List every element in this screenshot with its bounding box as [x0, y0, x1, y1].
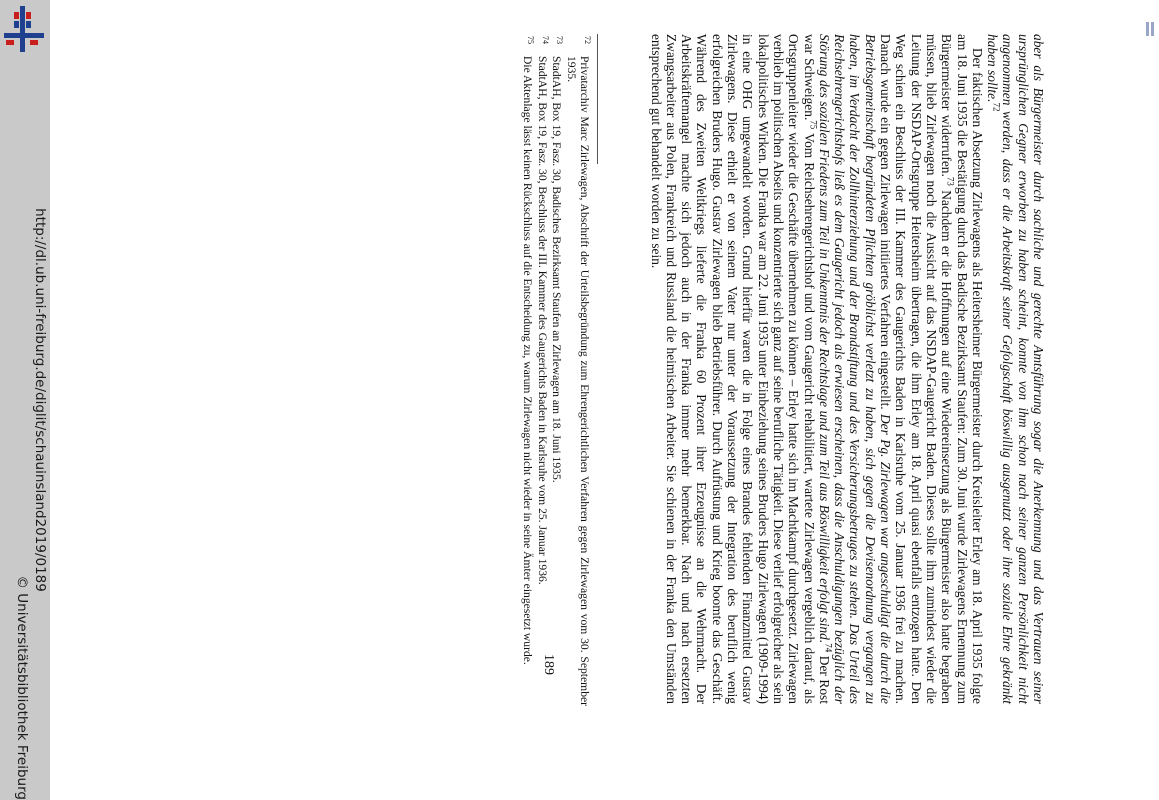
sidebar-caption [1, 0, 49, 800]
footnote [535, 34, 548, 706]
footnote-reference: 74 [823, 643, 834, 653]
body-paragraph [648, 34, 985, 704]
footnotes-section [520, 34, 598, 706]
text-span: Der Rost war Schweigen. [801, 34, 832, 704]
page-number: 189 [541, 654, 556, 675]
footnote [564, 34, 591, 706]
footnote-number: 75 [526, 36, 536, 44]
text-span: Nachdem er die Hoffnungen auf eine Wiedereinsetzung als Bürgermeister also hatte begraben müssen, blieb Zirlewagen noch die Aussicht auf das NSDAP-Gaugericht Baden. Dieses sollte ihm zumindest wieder die Leitung der NSDAP-Ortsgruppe Heitersheim übertragen, die ihm Erley am 18. April quasi ebenfalls entzogen hatte. Den Weg schien ein Beschluss der III. Kammer des Gaugerichts Baden in Karlsruhe vom 25. Januar 1936 frei zu machen. Danach wurde ein gegen Zirlewagen initiiertes Verfahren eingestellt. [878, 34, 955, 704]
viewer-sidebar [0, 0, 50, 800]
footnote [550, 34, 563, 706]
rotated-book-page [446, 34, 1046, 704]
footnote-text: Privatarchiv Marc Zirlewagen, Abschrift der Urteilsbegründung zum Ehrengerichtlichen Verfahren gegen Zirlewagen vom 30. September 1935. [564, 56, 591, 706]
text-span: Der faktischen Absetzung Zirlewagens als Heitersheimer Bürgermeister durch Kreisleiter Erley am 18. April 1935 folgte am 18. Juni 1935 die Bestätigung durch das Badische Bezirksamt Staufen: Zum 30. Juni wurde Zirlewagens Ernennung zum Bürgermeister widerrufen. [939, 34, 985, 704]
footnote-text: StadtAH, Box 19, Fasz. 30, Beschluss der III. Kammer des Gaugerichts Baden in Karlsruhe vom 25. Januar 1936. [535, 56, 549, 585]
footnote-reference: 72 [991, 102, 1002, 112]
page-corner-mark-icon [1145, 22, 1155, 36]
body-paragraph [985, 34, 1046, 704]
page-body-text [648, 34, 1046, 704]
footnote-number: 72 [583, 36, 592, 44]
footnote-number: 74 [540, 36, 550, 44]
footnote-text: Die Aktenlage lässt keinen Rückschluss auf die Entscheidung zu, warum Zirlewagen nicht wieder in seine Ämter eingesetzt wurde. [521, 56, 535, 665]
footnote-reference: 75 [808, 120, 819, 130]
italic-quote-span: aber als Bürgermeister durch sachliche und gerechte Amtsführung sogar die Anerkennung und das Vertrauen seiner ursprünglichen Gegner erworben zu haben scheint, konnte von ihm schon nach seiner ganzen Persönlichkeit nicht angenommen werden, dass er die Arbeitskraft seiner Gefolgschaft böswillig ausgenutzt oder ihre soziale Ehre gekränkt haben sollte. [985, 34, 1046, 704]
footnote-number: 73 [555, 36, 565, 44]
footnote-reference: 73 [945, 176, 956, 186]
italic-quote-span: Der Pg. Zirlewagen war angeschuldigt die durch die Betriebsgemeinschaft begründeten Pflichten gröblichst verletzt zu haben, sich gegen die Devisenordnung vergangen zu haben, im Verdacht der Zollhinterziehung und der Brandstiftung und des Versicherungsbetruges zu stehen. Das Urteil des Reichsehrengerichtshofs ließ es dem Gaugericht jedoch als erwiesen erscheinen, dass die Anschuldigungen bezüglich der Störung des sozialen Friedens zum Teil in Unkenntnis der Rechtslage und zum Teil aus Böswilligkeit erfolgt sind. [816, 34, 894, 704]
permalink-url[interactable]: http://dl.ub.uni-freiburg.de/diglit/schauinsland2019/0189 [32, 208, 48, 592]
footnote [521, 34, 534, 706]
text-span: Vom Reichsehrengerichtshof und vom Gaugericht rehabilitiert, wartete Zirlewagen vergeblich darauf, als Ortsgruppenleiter wieder die Geschäfte übernehmen zu können – Erley hatte sich im Machtkampf durchgesetzt. Zirlewagen verblieb im politischen Abseits und konzentrierte sich ganz auf seine berufliche Tätigkeit. Diese verlief erfolgreicher als sein lokalpolitisches Wirken. Die Franka war am 22. Juni 1935 unter Einbeziehung seines Bruders Hugo Zirlewagen (1909-1994) in eine OHG umgewandelt worden. Grund hierfür waren die in Folge eines Brandes fehlenden Finanzmittel Gustav Zirlewagens. Diese erhielt er von seinem Vater nur unter der Voraussetzung der Integration des beruflich wenig erfolgreichen Bruders Hugo. Gustav Zirlewagen blieb Betriebsführer. Durch Aufrüstung und Krieg boomte das Geschäft. Während des Zweiten Weltkriegs lieferte die Franka 60 Prozent ihrer Erzeugnisse an die Wehrmacht. Der Arbeitskräftemangel machte sich jedoch auch in der Franka immer mehr bemerkbar. Nach und nach ersetzten Zwangsarbeiter aus Polen, Frankreich und Russland die heimischen Arbeiter. Sie schienen in der Franka den Umständen entsprechend gut behandelt worden zu sein. [648, 34, 817, 704]
copyright-notice: © Universitätsbibliothek Freiburg [14, 575, 30, 800]
footnote-text: StadtAH, Box 19, Fasz. 30, Badisches Bezirksamt Staufen an Zirlewagen am 18. Juni 1935. [550, 56, 564, 483]
footnote-divider [597, 34, 598, 164]
